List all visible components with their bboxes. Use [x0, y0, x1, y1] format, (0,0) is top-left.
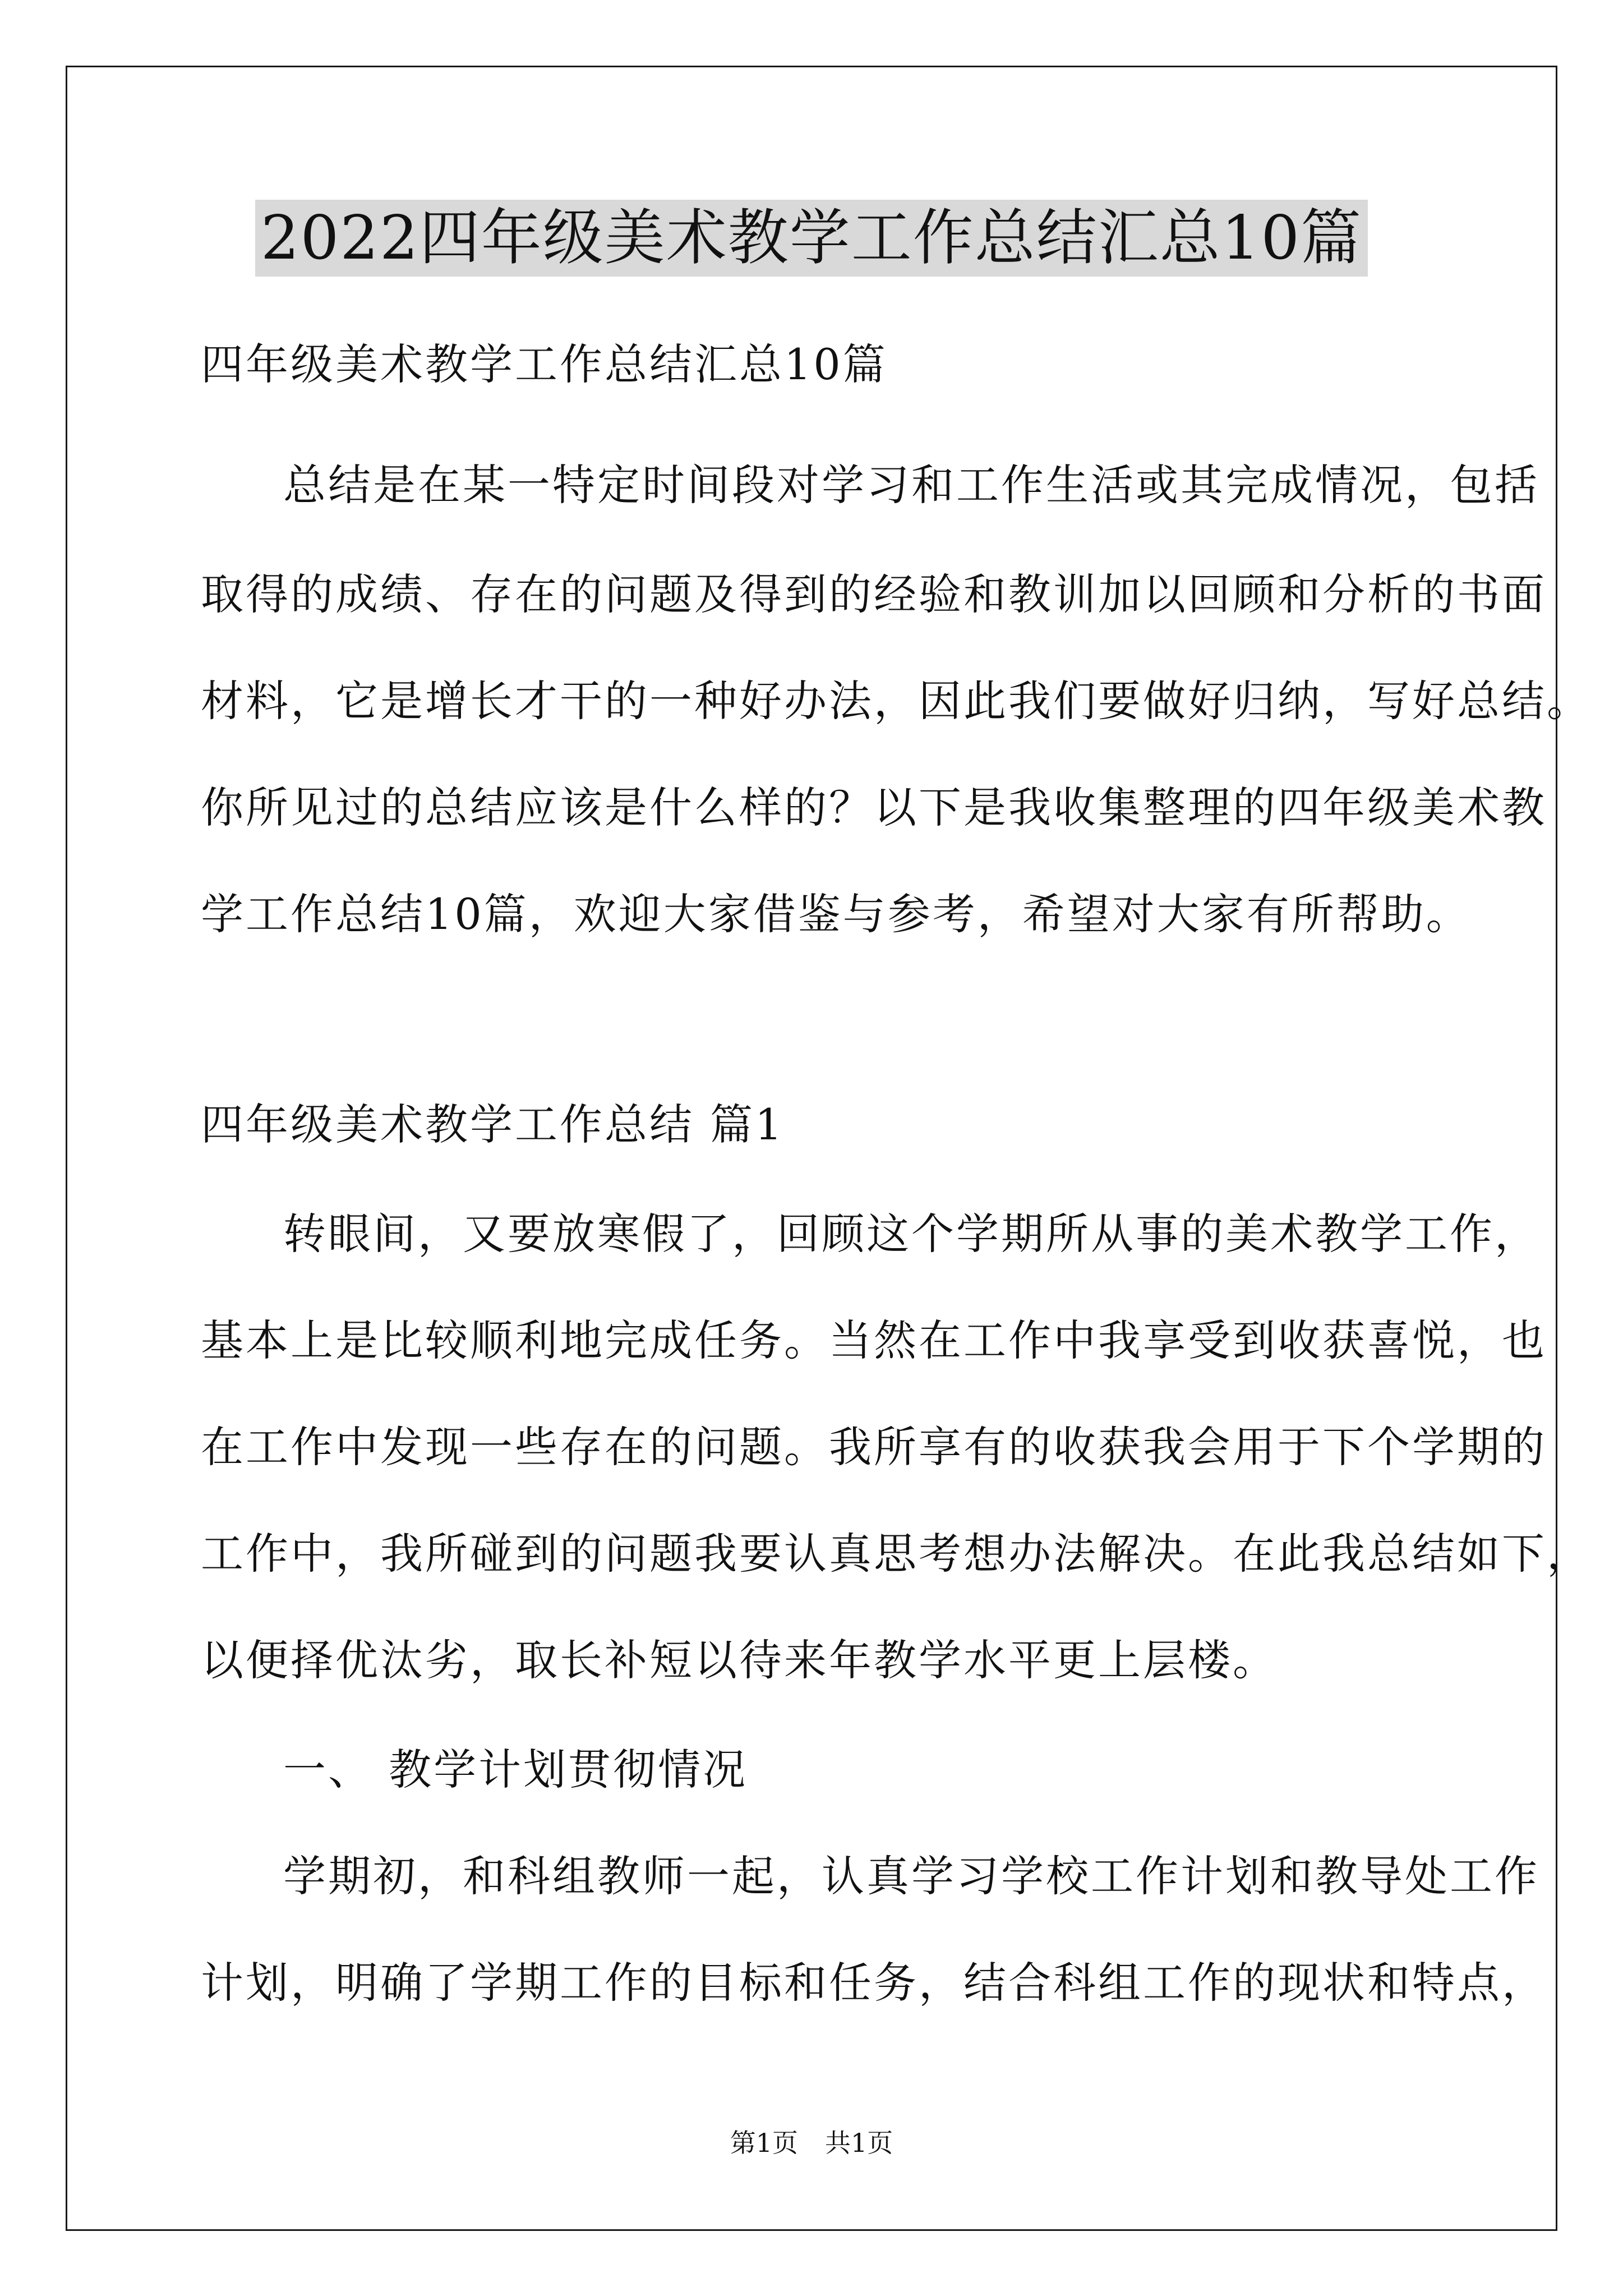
subtitle-line: 四年级美术教学工作总结汇总10篇	[201, 339, 888, 389]
intro-line-4: 你所见过的总结应该是什么样的？以下是我收集整理的四年级美术教	[201, 783, 1547, 832]
page-total: 共1页	[825, 2128, 893, 2158]
intro-line-1: 总结是在某一特定时间段对学习和工作生活或其完成情况，包括	[283, 460, 1539, 510]
body-line-5: 以便择优汰劣，取长补短以待来年教学水平更上层楼。	[201, 1635, 1278, 1685]
title-text: 2022四年级美术教学工作总结汇总10篇	[255, 200, 1368, 277]
body-line-4: 工作中，我所碰到的问题我要认真思考想办法解决。在此我总结如下，	[201, 1529, 1592, 1579]
page-footer	[0, 2126, 1623, 2160]
body-line-6: 学期初，和科组教师一起，认真学习学校工作计划和教导处工作	[283, 1851, 1539, 1901]
page-number: 第1页	[730, 2128, 798, 2158]
intro-line-3: 材料，它是增长才干的一种好办法，因此我们要做好归纳，写好总结。	[201, 676, 1592, 726]
intro-line-5: 学工作总结10篇，欢迎大家借鉴与参考，希望对大家有所帮助。	[201, 889, 1471, 939]
subsection-heading: 一、 教学计划贯彻情况	[283, 1745, 748, 1795]
body-line-7: 计划，明确了学期工作的目标和任务，结合科组工作的现状和特点，	[201, 1958, 1547, 2008]
intro-line-2: 取得的成绩、存在的问题及得到的经验和教训加以回顾和分析的书面	[201, 569, 1547, 619]
body-line-2: 基本上是比较顺利地完成任务。当然在工作中我享受到收获喜悦，也	[201, 1315, 1547, 1365]
body-line-3: 在工作中发现一些存在的问题。我所享有的收获我会用于下个学期的	[201, 1422, 1547, 1472]
section-heading: 四年级美术教学工作总结 篇1	[201, 1099, 785, 1149]
body-line-1: 转眼间，又要放寒假了，回顾这个学期所从事的美术教学工作，	[283, 1209, 1539, 1259]
document-title	[0, 199, 1623, 278]
